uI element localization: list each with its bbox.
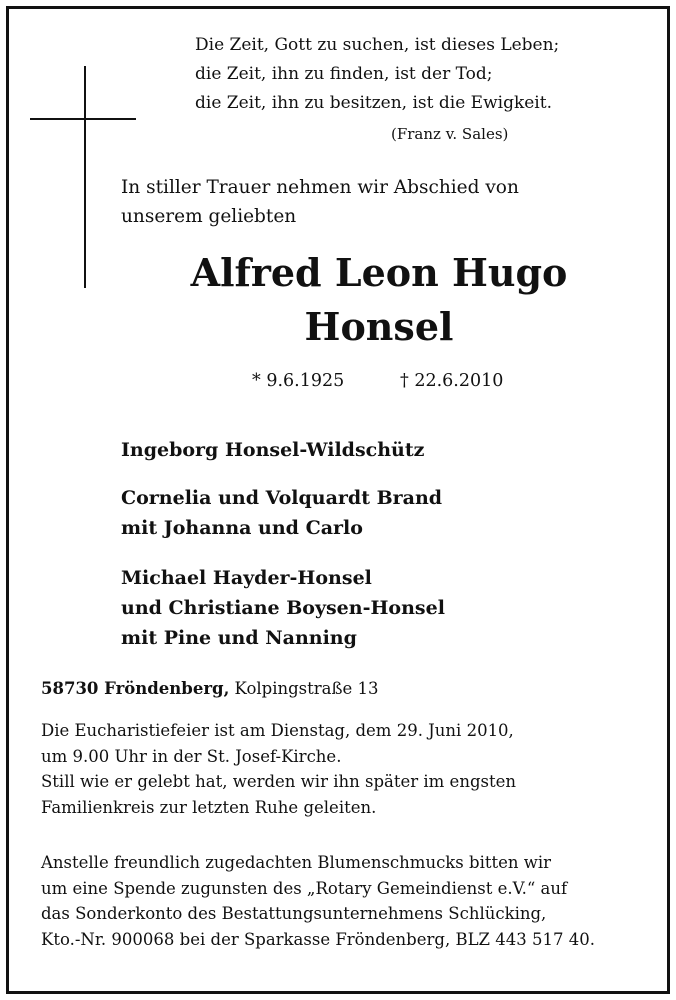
address xyxy=(41,679,379,698)
family-member: Cornelia und Volquardt Brand xyxy=(121,487,443,509)
service-line: um 9.00 Uhr in der St. Josef-Kirche. xyxy=(41,746,342,766)
family-member: Michael Hayder-Honsel xyxy=(121,567,372,589)
service-info xyxy=(41,718,516,820)
family-member: mit Johanna und Carlo xyxy=(121,517,363,539)
birth-date: * 9.6.1925 xyxy=(252,371,345,391)
deceased-name-line2: Honsel xyxy=(304,304,454,349)
intro-line: unserem geliebten xyxy=(121,206,297,227)
address-street: Kolpingstraße 13 xyxy=(229,679,379,698)
quote-line: die Zeit, ihn zu besitzen, ist die Ewigkeit. xyxy=(195,93,552,113)
obituary-frame xyxy=(6,6,670,994)
quote-line: Die Zeit, Gott zu suchen, ist dieses Leben; xyxy=(195,35,560,55)
quote xyxy=(195,31,559,118)
donation-line: Kto.-Nr. 900068 bei der Sparkasse Fröndenberg, BLZ 443 517 40. xyxy=(41,929,595,949)
cross-horizontal-bar xyxy=(30,118,136,120)
address-city: 58730 Fröndenberg, xyxy=(41,679,230,698)
family-member: Ingeborg Honsel-Wildschütz xyxy=(121,439,425,461)
service-line: Familienkreis zur letzten Ruhe geleiten. xyxy=(41,797,377,817)
donation-info xyxy=(41,850,595,952)
deceased-name-line1: Alfred Leon Hugo xyxy=(190,250,568,295)
intro-text xyxy=(121,173,519,231)
donation-line: Anstelle freundlich zugedachten Blumenschmucks bitten wir xyxy=(41,853,552,872)
death-date: † 22.6.2010 xyxy=(400,371,504,391)
intro-line: In stiller Trauer nehmen wir Abschied von xyxy=(121,177,519,198)
cross-vertical-bar xyxy=(84,66,86,288)
family-member: mit Pine und Nanning xyxy=(121,627,357,649)
quote-line: die Zeit, ihn zu finden, ist der Tod; xyxy=(195,64,493,84)
family-member: und Christiane Boysen-Honsel xyxy=(121,597,445,619)
donation-line: um eine Spende zugunsten des „Rotary Gemeindienst e.V.“ auf xyxy=(41,878,568,898)
quote-source: (Franz v. Sales) xyxy=(391,125,509,143)
service-line: Die Eucharistiefeier ist am Dienstag, dem 29. Juni 2010, xyxy=(41,721,514,740)
service-line: Still wie er gelebt hat, werden wir ihn später im engsten xyxy=(41,772,516,791)
donation-line: das Sonderkonto des Bestattungsunternehmens Schlücking, xyxy=(41,904,547,923)
